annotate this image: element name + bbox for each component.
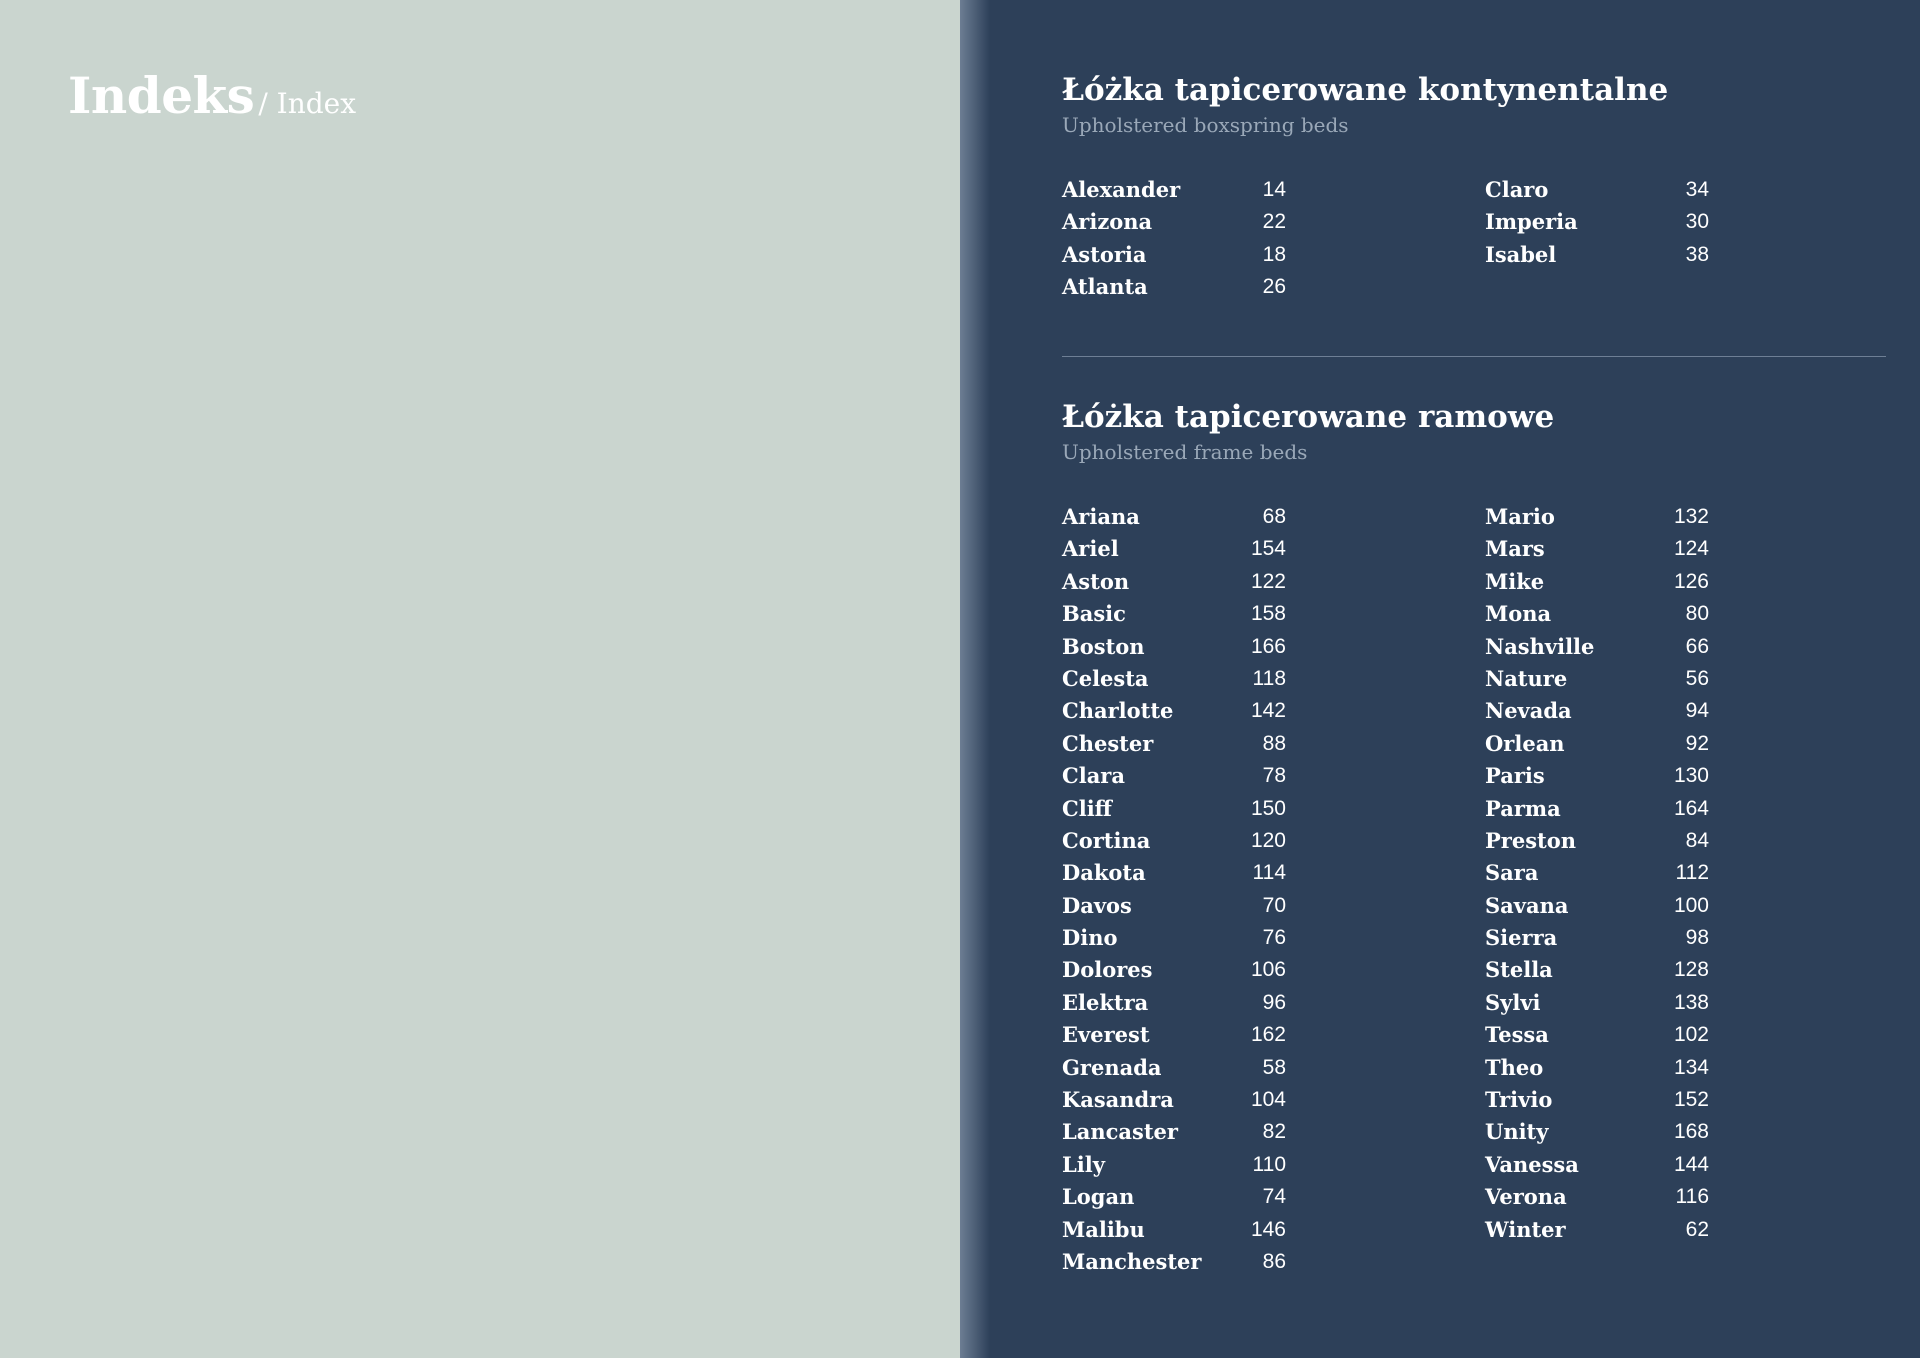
- index-column: [1062, 174, 1286, 304]
- index-entry: [1485, 825, 1709, 857]
- entry-name: Vanessa: [1485, 1151, 1579, 1177]
- index-entry: [1485, 922, 1709, 954]
- section-subtitle: Upholstered frame beds: [1062, 440, 1308, 464]
- entry-name: Savana: [1485, 892, 1569, 918]
- entry-name: Everest: [1062, 1022, 1150, 1048]
- entry-page-number: 94: [1685, 699, 1709, 723]
- entry-page-number: 76: [1262, 926, 1286, 950]
- entry-name: Malibu: [1062, 1216, 1145, 1242]
- index-entry: [1062, 1181, 1286, 1213]
- index-entry: [1062, 631, 1286, 663]
- index-entry: [1062, 857, 1286, 889]
- index-entry: [1062, 1116, 1286, 1148]
- page-title-main: Indeks: [68, 66, 255, 125]
- entry-name: Mario: [1485, 504, 1555, 529]
- index-entry: [1485, 695, 1709, 727]
- entry-name: Charlotte: [1062, 698, 1174, 724]
- entry-page-number: 14: [1262, 178, 1286, 201]
- index-entry: [1062, 890, 1286, 922]
- entry-name: Aston: [1062, 568, 1130, 594]
- index-entry: [1485, 954, 1709, 986]
- entry-name: Nashville: [1485, 633, 1595, 659]
- index-entry: [1485, 793, 1709, 825]
- index-entry: [1485, 1181, 1709, 1213]
- index-entry: [1062, 239, 1286, 271]
- entry-page-number: 146: [1250, 1217, 1286, 1241]
- entry-name: Lancaster: [1062, 1119, 1178, 1145]
- entry-page-number: 88: [1262, 731, 1286, 755]
- entry-page-number: 18: [1262, 242, 1286, 266]
- entry-name: Sierra: [1485, 925, 1558, 951]
- index-entry: [1062, 1149, 1286, 1181]
- entry-page-number: 134: [1673, 1055, 1709, 1079]
- entry-name: Celesta: [1062, 665, 1149, 691]
- entry-name: Ariel: [1062, 536, 1119, 562]
- spine-shadow: [960, 0, 990, 1358]
- entry-page-number: 92: [1685, 731, 1709, 755]
- index-entry: [1062, 533, 1286, 565]
- index-entry: [1485, 1214, 1709, 1246]
- entry-name: Basic: [1062, 601, 1126, 627]
- entry-name: Dakota: [1062, 860, 1146, 886]
- entry-page-number: 150: [1250, 796, 1286, 820]
- entry-name: Isabel: [1485, 241, 1557, 267]
- entry-name: Sara: [1485, 860, 1539, 886]
- index-entry: [1062, 954, 1286, 986]
- entry-page-number: 84: [1685, 828, 1709, 852]
- entry-name: Unity: [1485, 1119, 1549, 1145]
- entry-name: Kasandra: [1062, 1087, 1174, 1113]
- entry-name: Arizona: [1062, 209, 1153, 235]
- index-entry: [1062, 695, 1286, 727]
- page-title: [68, 66, 356, 125]
- page-title-sub: / Index: [258, 87, 357, 120]
- entry-page-number: 38: [1685, 242, 1709, 266]
- entry-name: Astoria: [1062, 241, 1147, 267]
- index-entry: [1485, 1149, 1709, 1181]
- entry-name: Cortina: [1062, 827, 1151, 853]
- entry-page-number: 124: [1673, 537, 1709, 561]
- entry-page-number: 162: [1250, 1023, 1286, 1047]
- entry-name: Lily: [1062, 1151, 1105, 1177]
- entry-name: Mona: [1485, 601, 1552, 627]
- index-entry: [1485, 760, 1709, 792]
- entry-page-number: 82: [1262, 1120, 1286, 1144]
- entry-name: Cliff: [1062, 795, 1112, 821]
- entry-name: Alexander: [1062, 177, 1181, 202]
- entry-name: Nature: [1485, 665, 1568, 691]
- entry-name: Trivio: [1485, 1087, 1553, 1113]
- entry-name: Winter: [1485, 1216, 1566, 1242]
- entry-page-number: 138: [1673, 990, 1709, 1014]
- entry-page-number: 154: [1250, 537, 1286, 561]
- index-entry: [1485, 631, 1709, 663]
- index-entry: [1062, 1246, 1286, 1278]
- index-entry: [1062, 271, 1286, 303]
- index-entry: [1485, 663, 1709, 695]
- entry-page-number: 144: [1673, 1152, 1709, 1176]
- index-entry: [1062, 1084, 1286, 1116]
- entry-page-number: 74: [1262, 1185, 1286, 1209]
- entry-name: Atlanta: [1062, 274, 1148, 300]
- entry-page-number: 120: [1250, 828, 1286, 852]
- index-entry: [1062, 174, 1286, 206]
- entry-name: Verona: [1485, 1184, 1567, 1210]
- entry-name: Elektra: [1062, 989, 1149, 1015]
- index-entry: [1485, 501, 1709, 533]
- entry-page-number: 114: [1252, 861, 1286, 885]
- entry-name: Ariana: [1062, 504, 1140, 529]
- entry-name: Theo: [1485, 1054, 1544, 1080]
- entry-name: Mars: [1485, 536, 1545, 562]
- index-entry: [1062, 922, 1286, 954]
- index-entry: [1485, 1019, 1709, 1051]
- entry-page-number: 164: [1673, 796, 1709, 820]
- entry-page-number: 110: [1252, 1152, 1286, 1176]
- entry-page-number: 78: [1262, 764, 1286, 788]
- entry-name: Chester: [1062, 730, 1154, 756]
- entry-page-number: 142: [1250, 699, 1286, 723]
- entry-page-number: 152: [1673, 1088, 1709, 1112]
- entry-name: Imperia: [1485, 209, 1578, 235]
- entry-page-number: 80: [1685, 602, 1709, 626]
- entry-page-number: 100: [1673, 893, 1709, 917]
- index-entry: [1485, 598, 1709, 630]
- index-entry: [1062, 1052, 1286, 1084]
- entry-name: Dolores: [1062, 957, 1153, 983]
- entry-name: Logan: [1062, 1184, 1135, 1210]
- entry-page-number: 62: [1685, 1217, 1709, 1241]
- entry-page-number: 104: [1250, 1088, 1286, 1112]
- entry-page-number: 132: [1673, 505, 1709, 528]
- entry-name: Grenada: [1062, 1054, 1162, 1080]
- index-entry: [1062, 598, 1286, 630]
- entry-page-number: 122: [1250, 569, 1286, 593]
- index-entry: [1062, 987, 1286, 1019]
- entry-page-number: 126: [1673, 569, 1709, 593]
- entry-page-number: 98: [1685, 926, 1709, 950]
- section-divider: [1062, 356, 1886, 357]
- index-entry: [1485, 174, 1709, 206]
- section-title: Łóżka tapicerowane ramowe: [1062, 399, 1555, 435]
- index-column: [1485, 501, 1709, 1246]
- section-title: Łóżka tapicerowane kontynentalne: [1062, 72, 1669, 108]
- section-subtitle: Upholstered boxspring beds: [1062, 113, 1349, 137]
- entry-page-number: 26: [1262, 275, 1286, 299]
- entry-page-number: 106: [1250, 958, 1286, 982]
- index-entry: [1485, 1116, 1709, 1148]
- entry-page-number: 22: [1262, 210, 1286, 234]
- index-entry: [1062, 1019, 1286, 1051]
- entry-page-number: 30: [1685, 210, 1709, 234]
- index-entry: [1062, 1214, 1286, 1246]
- index-entry: [1485, 566, 1709, 598]
- entry-name: Sylvi: [1485, 989, 1541, 1015]
- entry-page-number: 66: [1685, 634, 1709, 658]
- entry-page-number: 58: [1262, 1055, 1286, 1079]
- index-entry: [1062, 566, 1286, 598]
- entry-page-number: 158: [1250, 602, 1286, 626]
- entry-page-number: 70: [1262, 893, 1286, 917]
- index-column: [1062, 501, 1286, 1278]
- entry-name: Parma: [1485, 795, 1561, 821]
- entry-page-number: 168: [1673, 1120, 1709, 1144]
- entry-name: Nevada: [1485, 698, 1572, 724]
- entry-page-number: 86: [1262, 1249, 1286, 1273]
- section-frame-beds: [1062, 397, 1886, 1274]
- entry-name: Mike: [1485, 568, 1545, 594]
- index-entry: [1485, 987, 1709, 1019]
- index-entry: [1062, 793, 1286, 825]
- index-entry: [1062, 501, 1286, 533]
- index-entry: [1485, 239, 1709, 271]
- entry-name: Clara: [1062, 763, 1125, 789]
- index-column: [1485, 174, 1709, 271]
- entry-page-number: 116: [1675, 1185, 1709, 1209]
- index-entry: [1485, 1052, 1709, 1084]
- entry-page-number: 112: [1675, 861, 1709, 885]
- entry-name: Manchester: [1062, 1248, 1202, 1274]
- entry-page-number: 56: [1685, 666, 1709, 690]
- entry-page-number: 34: [1685, 178, 1709, 201]
- entry-page-number: 96: [1262, 990, 1286, 1014]
- index-entry: [1485, 1084, 1709, 1116]
- index-entry: [1485, 890, 1709, 922]
- index-entry: [1062, 663, 1286, 695]
- entry-name: Dino: [1062, 925, 1118, 951]
- index-entry: [1485, 533, 1709, 565]
- entry-page-number: 118: [1252, 666, 1286, 690]
- entry-page-number: 166: [1250, 634, 1286, 658]
- entry-name: Orlean: [1485, 730, 1565, 756]
- index-entry: [1062, 728, 1286, 760]
- entry-page-number: 128: [1673, 958, 1709, 982]
- entry-name: Davos: [1062, 892, 1132, 918]
- index-entry: [1485, 857, 1709, 889]
- entry-name: Preston: [1485, 827, 1577, 853]
- entry-name: Claro: [1485, 177, 1549, 202]
- section-boxspring-beds: [1062, 70, 1886, 300]
- index-entry: [1485, 728, 1709, 760]
- entry-name: Tessa: [1485, 1022, 1549, 1048]
- index-entry: [1062, 760, 1286, 792]
- entry-name: Boston: [1062, 633, 1145, 659]
- entry-page-number: 130: [1673, 764, 1709, 788]
- entry-page-number: 68: [1262, 505, 1286, 528]
- entry-page-number: 102: [1673, 1023, 1709, 1047]
- index-entry: [1485, 206, 1709, 238]
- entry-name: Stella: [1485, 957, 1553, 983]
- index-entry: [1062, 825, 1286, 857]
- entry-name: Paris: [1485, 763, 1545, 789]
- index-entry: [1062, 206, 1286, 238]
